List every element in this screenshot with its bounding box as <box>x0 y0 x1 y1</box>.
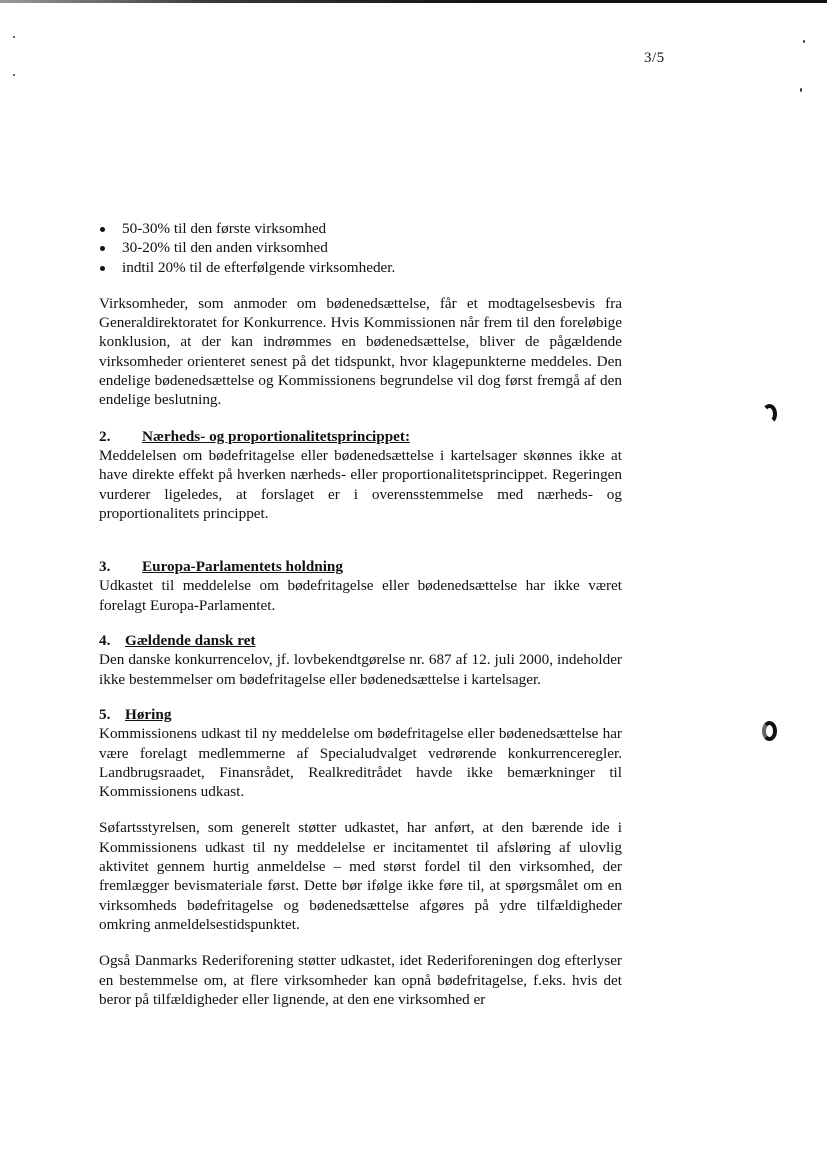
bullet-item: 30-20% til den anden virksomhed <box>99 238 622 257</box>
scan-speck <box>13 36 15 38</box>
document-body <box>99 219 622 1009</box>
section-title: Gældende dansk ret <box>125 632 256 650</box>
bullet-list <box>99 219 622 277</box>
punch-hole <box>762 404 777 424</box>
section-number: 2. <box>99 427 111 445</box>
section-paragraph: Søfartsstyrelsen, som generelt støtter udkastet, har anført, at den bærende ide i Kommissionens udkast til ny meddelelse er incitamentet til afsløring af ulovlig aktivitet gennem hurtig anmeldelse – med størst fordel til den virksomhed, der fremlægger bevismateriale først. Dette bør ifølge ikke føre til, at spørgsmålet om en virksomheds bødefritagelse og bødenedsættelse afgøres på ydre tilfældigheder omkring anmeldelsestidspunktet. <box>99 819 622 933</box>
section-number: 5. <box>99 705 111 723</box>
section-paragraph: Kommissionens udkast til ny meddelelse om bødefritagelse eller bødenedsættelse har være forelagt medlemmerne af Specialudvalget vedrørende konkurrenceregler. Landbrugsraadet, Finansrådet, Realkreditrådet havde ikke bemærkninger til Kommissionens udkast. <box>99 725 622 801</box>
section-heading <box>99 557 622 576</box>
section-paragraph: Også Danmarks Rederiforening støtter udkastet, idet Rederiforeningen dog efterlyser en bestemmelse om, at flere virksomheder kan opnå bødefritagelse, f.eks. hvis det beror på tilfældigheder eller lignende, at den ene virksomhed er <box>99 952 622 1008</box>
intro-paragraph: Virksomheder, som anmoder om bødenedsættelse, får et modtagelsesbevis fra Generaldirektoratet for Konkurrence. Hvis Kommissionen når frem til den foreløbige konklusion, at der kan indrømmes en bødenedsættelse, bliver de pågældende virksomheder orienteret senest på det tidspunkt, hvor klagepunkterne meddeles. Den endelige bødenedsættelse og Kommissionens begrundelse vil dog først fremgå af den endelige beslutning. <box>99 294 622 409</box>
bullet-item: 50-30% til den første virksomhed <box>99 219 622 238</box>
section-paragraph: Udkastet til meddelelse om bødefritagelse eller bødenedsættelse har ikke været forelagt Europa-Parlamentet. <box>99 577 622 614</box>
section-paragraph: Meddelelsen om bødefritagelse eller bødenedsættelse i kartelsager skønnes ikke at have direkte effekt på hverken nærheds- eller proportionalitetsprincippet. Regeringen vurderer ligeledes, at forslaget er i overensstemmelse med nærheds- og proportionalitets princippet. <box>99 446 622 522</box>
scan-speck <box>803 40 805 43</box>
section-title: Nærheds- og proportionalitetsprincippet: <box>142 427 411 445</box>
section-number: 3. <box>99 558 111 576</box>
punch-hole <box>762 721 777 741</box>
page-number: 3/5 <box>644 50 665 66</box>
section-paragraph: Den danske konkurrencelov, jf. lovbekendtgørelse nr. 687 af 12. juli 2000, indeholder ikke bestemmelser om bødefritagelse eller bødenedsættelse i kartelsager. <box>99 651 622 688</box>
section-heading <box>99 631 622 650</box>
section-number: 4. <box>99 632 111 650</box>
scan-speck <box>800 88 802 92</box>
bullet-item: indtil 20% til de efterfølgende virksomheder. <box>99 258 622 277</box>
scan-top-edge <box>0 0 827 3</box>
section-title: Europa-Parlamentets holdning <box>142 558 343 576</box>
section-title: Høring <box>125 705 172 723</box>
section-heading <box>99 705 622 724</box>
section-heading <box>99 427 622 446</box>
scan-speck <box>13 74 15 76</box>
